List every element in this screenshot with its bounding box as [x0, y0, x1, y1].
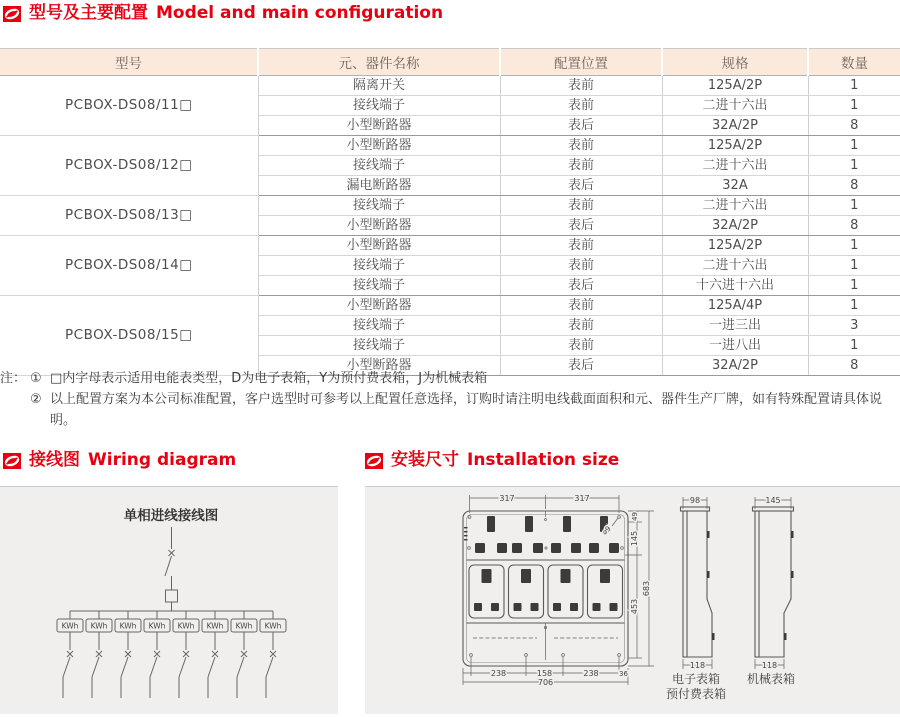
qty-cell: 1 [808, 256, 900, 276]
installation-drawing [365, 487, 900, 713]
front-dims-bottom [463, 657, 628, 687]
svg-text:317: 317 [499, 494, 515, 503]
bottom-compartment [470, 623, 621, 660]
branch-switch [266, 657, 273, 677]
front-view [463, 494, 654, 687]
position-cell: 表后 [500, 176, 662, 196]
note-text: □内字母表示适用电能表类型，D为电子表箱，Y为预付费表箱，J为机械表箱 [50, 371, 488, 386]
column-header-2: 配置位置 [500, 49, 662, 76]
spec-cell: 32A/2P [662, 356, 808, 376]
branch-switch [121, 657, 128, 677]
svg-text:49: 49 [631, 512, 639, 521]
qty-cell: 8 [808, 356, 900, 376]
component-cell: 小型断路器 [258, 216, 500, 236]
notes-block [0, 368, 898, 431]
section-title-config-en: Model and main configuration [156, 3, 444, 23]
qty-cell: 1 [808, 96, 900, 116]
kwh-meter-label: KWh [264, 621, 282, 631]
model-cell: PCBOX-DS08/11□ [0, 76, 258, 136]
installation-panel [365, 486, 900, 714]
svg-text:98: 98 [689, 496, 701, 505]
branch-switch [63, 657, 70, 677]
note-marker: ② [30, 392, 42, 408]
meter-windows [469, 565, 623, 618]
mount-hole [468, 516, 471, 519]
component-cell: 漏电断路器 [258, 176, 500, 196]
svg-text:238: 238 [583, 669, 599, 678]
note-marker: ① [30, 371, 42, 386]
spec-cell: 二进十六出 [662, 256, 808, 276]
component-cell: 接线端子 [258, 316, 500, 336]
svg-text:145: 145 [630, 530, 639, 547]
position-cell: 表前 [500, 136, 662, 156]
position-cell: 表前 [500, 256, 662, 276]
table-row [0, 196, 900, 216]
mount-hole [618, 516, 621, 519]
column-header-4: 数量 [808, 49, 900, 76]
kwh-meter-label: KWh [90, 621, 108, 631]
model-cell: PCBOX-DS08/14□ [0, 236, 258, 296]
spec-cell: 32A/2P [662, 116, 808, 136]
table-row [0, 236, 900, 256]
section-title-install-en: Installation size [467, 450, 620, 470]
section-title-install-zh: 安装尺寸 [391, 450, 459, 470]
brand-swoosh-icon [3, 453, 21, 469]
qty-cell: 1 [808, 76, 900, 96]
component-cell: 接线端子 [258, 256, 500, 276]
wiring-branch [231, 611, 257, 698]
position-cell: 表前 [500, 76, 662, 96]
breaker-row [468, 543, 624, 553]
wiring-branches [57, 611, 286, 698]
table-row [0, 296, 900, 316]
svg-text:118: 118 [761, 661, 778, 670]
notes-items [30, 368, 898, 431]
position-cell: 表后 [500, 356, 662, 376]
kwh-meter-label: KWh [148, 621, 166, 631]
spec-cell: 二进十六出 [662, 156, 808, 176]
svg-text:683: 683 [642, 580, 651, 597]
incoming-feeder [70, 527, 273, 611]
front-dims-top [470, 494, 620, 513]
section-title-config-zh: 型号及主要配置 [29, 3, 148, 23]
spec-cell: 125A/4P [662, 296, 808, 316]
spec-cell: 一进八出 [662, 336, 808, 356]
table-row [0, 136, 900, 156]
column-header-1: 元、器件名称 [258, 49, 500, 76]
spec-cell: 125A/2P [662, 76, 808, 96]
branch-switch [92, 657, 99, 677]
qty-cell: 1 [808, 236, 900, 256]
wiring-branch [260, 611, 286, 698]
model-cell: PCBOX-DS08/13□ [0, 196, 258, 236]
qty-cell: 8 [808, 176, 900, 196]
qty-cell: 1 [808, 336, 900, 356]
component-cell: 接线端子 [258, 196, 500, 216]
notes-label: 注： [0, 371, 27, 386]
position-cell: 表后 [500, 276, 662, 296]
wiring-branch [173, 611, 199, 698]
position-cell: 表前 [500, 296, 662, 316]
brand-swoosh-icon [3, 6, 21, 22]
section-title-wiring [3, 452, 236, 469]
side-view-mechanical [747, 496, 795, 686]
qty-cell: 1 [808, 156, 900, 176]
position-cell: 表后 [500, 216, 662, 236]
svg-text:145: 145 [765, 496, 781, 505]
spec-cell: 32A/2P [662, 216, 808, 236]
column-header-0: 型号 [0, 49, 258, 76]
note-item-2 [30, 389, 898, 431]
wiring-branch [86, 611, 112, 698]
section-title-config [3, 5, 443, 22]
wiring-branch [115, 611, 141, 698]
position-cell: 表前 [500, 96, 662, 116]
component-cell: 接线端子 [258, 336, 500, 356]
component-cell: 小型断路器 [258, 296, 500, 316]
position-cell: 表前 [500, 156, 662, 176]
wiring-panel [0, 486, 338, 714]
position-cell: 表后 [500, 116, 662, 136]
kwh-meter-label: KWh [177, 621, 195, 631]
svg-text:317: 317 [574, 494, 590, 503]
model-cell: PCBOX-DS08/12□ [0, 136, 258, 196]
section-title-wiring-zh: 接线图 [29, 450, 80, 470]
branch-switch [237, 657, 244, 677]
qty-cell: 8 [808, 216, 900, 236]
spec-cell: 一进三出 [662, 316, 808, 336]
wiring-branch [144, 611, 170, 698]
wiring-diagram [0, 487, 338, 713]
config-table-head [0, 49, 900, 76]
wiring-branch [57, 611, 83, 698]
spec-cell: 125A/2P [662, 136, 808, 156]
config-table [0, 48, 900, 376]
config-table-body [0, 76, 900, 376]
svg-text:238: 238 [490, 669, 507, 678]
front-dims-right [625, 511, 654, 666]
section-title-install [365, 452, 619, 469]
kwh-meter-label: KWh [235, 621, 253, 631]
spec-cell: 十六进十六出 [662, 276, 808, 296]
kwh-meter-label: KWh [206, 621, 224, 631]
component-cell: 接线端子 [258, 276, 500, 296]
component-cell: 小型断路器 [258, 136, 500, 156]
section-title-wiring-en: Wiring diagram [88, 450, 237, 470]
qty-cell: 1 [808, 196, 900, 216]
side1-label-line2: 预付费表箱 [665, 687, 727, 701]
meter-junction-box [166, 590, 178, 602]
note-item-1 [30, 368, 898, 389]
header-row [0, 49, 900, 76]
component-cell: 小型断路器 [258, 236, 500, 256]
branch-switch [179, 657, 186, 677]
qty-cell: 8 [808, 116, 900, 136]
qty-cell: 1 [808, 276, 900, 296]
side-view-electronic [666, 496, 726, 701]
side1-label-line1: 电子表箱 [671, 672, 721, 686]
svg-text:118: 118 [689, 661, 706, 670]
position-cell: 表前 [500, 316, 662, 336]
component-cell: 隔离开关 [258, 76, 500, 96]
component-cell: 接线端子 [258, 156, 500, 176]
column-header-3: 规格 [662, 49, 808, 76]
qty-cell: 1 [808, 136, 900, 156]
component-cell: 小型断路器 [258, 116, 500, 136]
branch-switch [208, 657, 215, 677]
table-row [0, 76, 900, 96]
kwh-meter-label: KWh [61, 621, 79, 631]
kwh-meter-label: KWh [119, 621, 137, 631]
side2-label-line1: 机械表箱 [746, 672, 796, 686]
qty-cell: 3 [808, 316, 900, 336]
svg-text:158: 158 [536, 669, 553, 678]
svg-text:706: 706 [537, 678, 554, 687]
model-cell: PCBOX-DS08/15□ [0, 296, 258, 376]
component-cell: 接线端子 [258, 96, 500, 116]
component-cell: 小型断路器 [258, 356, 500, 376]
spec-cell: 32A [662, 176, 808, 196]
spec-cell: 二进十六出 [662, 196, 808, 216]
wiring-branch [202, 611, 228, 698]
spec-cell: 二进十六出 [662, 96, 808, 116]
position-cell: 表前 [500, 196, 662, 216]
spec-cell: 125A/2P [662, 236, 808, 256]
svg-text:36: 36 [619, 670, 628, 678]
wiring-title: 单相进线接线图 [123, 508, 219, 524]
note-text: 以上配置方案为本公司标准配置，客户选型时可参考以上配置任意选择，订购时请注明电线截面面积和元、器件生产厂牌，如有特殊配置请具体说明。 [50, 392, 883, 429]
branch-switch [150, 657, 157, 677]
position-cell: 表前 [500, 236, 662, 256]
position-cell: 表前 [500, 336, 662, 356]
brand-swoosh-icon [365, 453, 383, 469]
svg-text:453: 453 [630, 598, 639, 615]
qty-cell: 1 [808, 296, 900, 316]
hole-diameter-label: ⌀9 [600, 524, 613, 537]
